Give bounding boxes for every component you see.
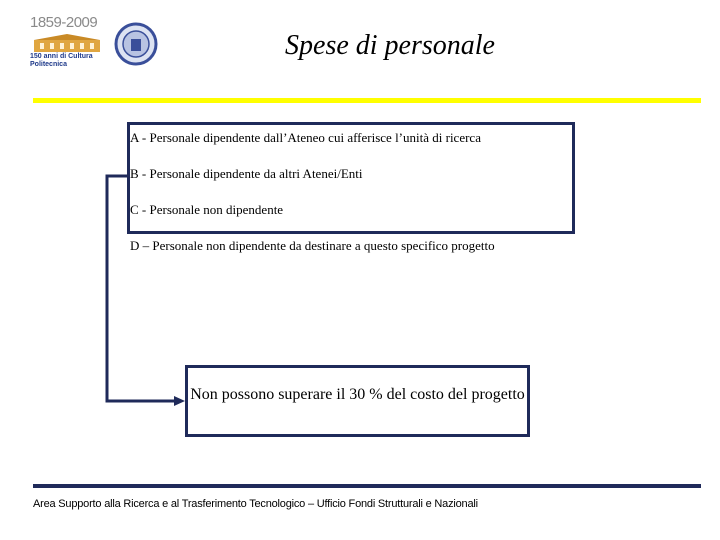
list-item-a: A - Personale dipendente dall’Ateneo cui afferisce l’unità di ricerca xyxy=(130,130,481,145)
page-title: Spese di personale xyxy=(285,30,495,61)
footer-text: Area Supporto alla Ricerca e al Trasferimento Tecnologico – Ufficio Fondi Strutturali e Nazionali xyxy=(33,498,478,510)
logo-subtitle: 150 anni di Cultura Politecnica xyxy=(30,53,93,68)
list-item-b: B - Personale dipendente da altri Atenei/Enti xyxy=(130,166,363,181)
list-item-c: C - Personale non dipendente xyxy=(130,202,284,217)
list-item-d: D – Personale non dipendente da destinare a questo specifico progetto xyxy=(130,238,495,253)
logo-years: 1859-2009 xyxy=(30,14,98,31)
footer-divider xyxy=(33,484,701,488)
result-note-box: Non possono superare il 30 % del costo del progetto xyxy=(185,365,530,437)
